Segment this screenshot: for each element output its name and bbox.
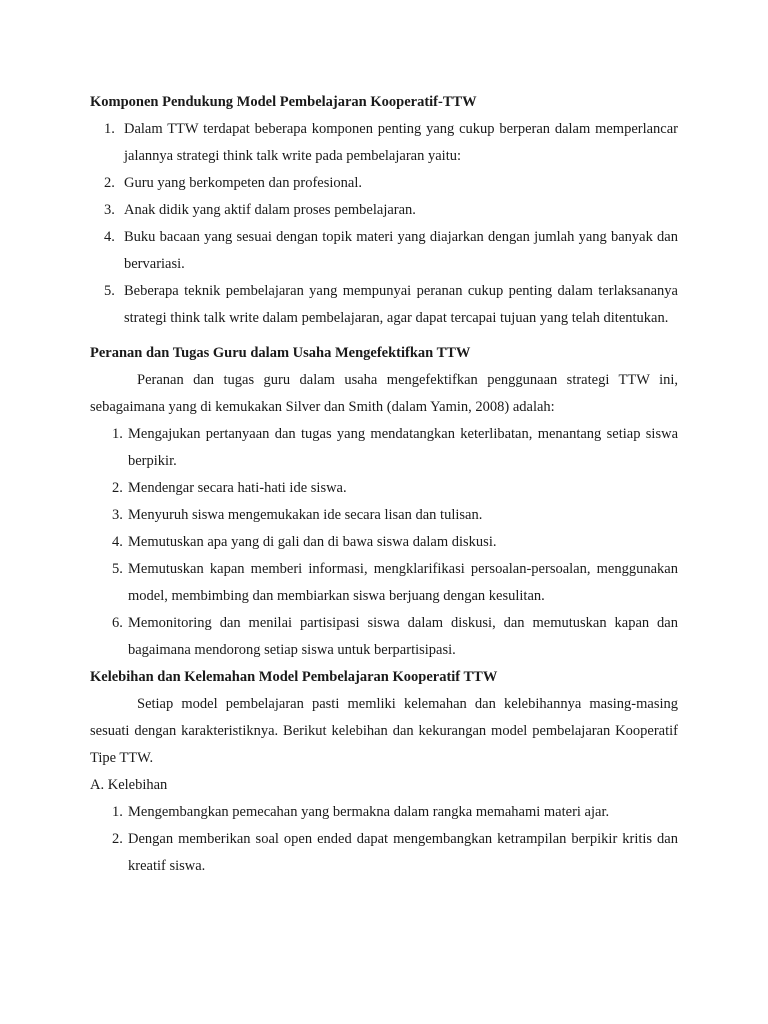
list-number: 2. <box>104 175 115 191</box>
list-text: Guru yang berkompeten dan profesional. <box>124 175 362 191</box>
list-item <box>90 170 678 197</box>
list-item <box>90 116 678 170</box>
list-item <box>90 529 678 556</box>
list-number: 3. <box>104 202 115 218</box>
list-item <box>90 610 678 664</box>
komponen-list <box>90 116 678 332</box>
list-number: 3. <box>112 507 123 523</box>
list-item <box>90 475 678 502</box>
section-heading-kelebihan: Kelebihan dan Kelemahan Model Pembelajaran Kooperatif TTW <box>90 669 498 685</box>
document-content <box>90 89 678 880</box>
list-item <box>90 197 678 224</box>
list-text: Menyuruh siswa mengemukakan ide secara lisan dan tulisan. <box>128 507 483 523</box>
list-text: Memutuskan apa yang di gali dan di bawa siswa dalam diskusi. <box>128 534 497 550</box>
peranan-list <box>90 421 678 664</box>
list-item <box>90 556 678 610</box>
list-item <box>90 826 678 880</box>
list-number: 5. <box>112 561 123 577</box>
list-text: Dengan memberikan soal open ended dapat mengembangkan ketrampilan berpikir kritis dan kreatif siswa. <box>128 831 678 874</box>
section-intro-peranan: Peranan dan tugas guru dalam usaha mengefektifkan penggunaan strategi TTW ini, sebagaimana yang di kemukakan Silver dan Smith (dalam Yamin, 2008) adalah: <box>90 372 678 415</box>
list-text: Mengembangkan pemecahan yang bermakna dalam rangka memahami materi ajar. <box>128 804 610 820</box>
list-text: Buku bacaan yang sesuai dengan topik materi yang diajarkan dengan jumlah yang banyak dan bervariasi. <box>124 229 678 272</box>
list-item <box>90 224 678 278</box>
list-text: Anak didik yang aktif dalam proses pembelajaran. <box>124 202 416 218</box>
list-number: 1. <box>112 426 123 442</box>
list-text: Memonitoring dan menilai partisipasi siswa dalam diskusi, dan memutuskan kapan dan bagaimana mendorong setiap siswa untuk berpartisipasi. <box>128 615 678 658</box>
section-heading-komponen: Komponen Pendukung Model Pembelajaran Kooperatif-TTW <box>90 94 477 110</box>
list-item <box>90 421 678 475</box>
list-number: 6. <box>112 615 123 631</box>
list-number: 5. <box>104 283 115 299</box>
list-number: 1. <box>104 121 115 137</box>
list-number: 1. <box>112 804 123 820</box>
list-number: 2. <box>112 831 123 847</box>
section-heading-peranan: Peranan dan Tugas Guru dalam Usaha Mengefektifkan TTW <box>90 345 471 361</box>
list-item <box>90 278 678 332</box>
list-text: Beberapa teknik pembelajaran yang mempunyai peranan cukup penting dalam terlaksananya strategi think talk write dalam pembelajaran, agar dapat tercapai tujuan yang telah ditentukan. <box>124 283 678 326</box>
list-text: Mengajukan pertanyaan dan tugas yang mendatangkan keterlibatan, menantang setiap siswa berpikir. <box>128 426 678 469</box>
list-text: Dalam TTW terdapat beberapa komponen penting yang cukup berperan dalam memperlancar jalannya strategi think talk write pada pembelajaran yaitu: <box>124 121 678 164</box>
kelebihan-list <box>90 799 678 880</box>
subheading-kelebihan: A. Kelebihan <box>90 777 168 793</box>
list-number: 4. <box>104 229 115 245</box>
list-text: Memutuskan kapan memberi informasi, mengklarifikasi persoalan-persoalan, menggunakan model, membimbing dan membiarkan siswa berjuang dengan kesulitan. <box>128 561 678 604</box>
section-intro-kelebihan: Setiap model pembelajaran pasti memliki kelemahan dan kelebihannya masing-masing sesuati dengan karakteristiknya. Berikut kelebihan dan kekurangan model pembelajaran Kooperatif Tipe TTW. <box>90 696 678 766</box>
list-item <box>90 799 678 826</box>
list-number: 4. <box>112 534 123 550</box>
list-item <box>90 502 678 529</box>
list-text: Mendengar secara hati-hati ide siswa. <box>128 480 347 496</box>
list-number: 2. <box>112 480 123 496</box>
